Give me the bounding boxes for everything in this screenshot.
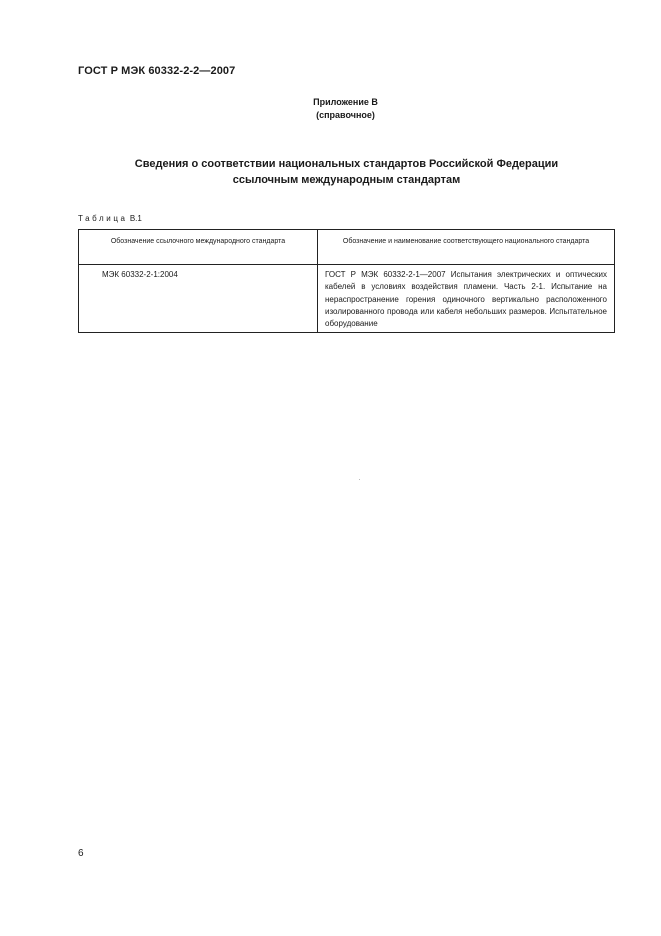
page-number: 6: [78, 848, 84, 859]
title-line-2: ссылочным международным стандартам: [232, 174, 461, 186]
scan-speck: [359, 479, 360, 480]
table-row: [79, 265, 615, 333]
document-code: ГОСТ Р МЭК 60332-2-2—2007: [78, 65, 236, 77]
table-caption: [78, 214, 142, 223]
appendix-kind: (справочное): [316, 110, 375, 120]
table-header-row: [79, 230, 615, 265]
cell-intl-standard: МЭК 60332-2-1:2004: [79, 265, 318, 333]
standards-table: [78, 229, 615, 333]
appendix-heading: [0, 96, 661, 122]
title-line-1: Сведения о соответствии национальных стандартов Российской Федерации: [134, 158, 559, 170]
header-national-standard: Обозначение и наименование соответствующего национального стандарта: [318, 230, 615, 265]
header-intl-standard: Обозначение ссылочного международного стандарта: [79, 230, 318, 265]
table-caption-number: В.1: [129, 214, 142, 223]
page-title: [78, 156, 615, 188]
appendix-label: Приложение В: [313, 97, 378, 107]
table-caption-word: Таблица: [78, 214, 128, 223]
cell-national-standard: ГОСТ Р МЭК 60332-2-1—2007 Испытания электрических и оптических кабелей в условиях воздействия пламени. Часть 2-1. Испытание на нераспространение горения одиночного вертикально расположенного изолированного провода или кабеля небольших размеров. Испытательное оборудование: [318, 265, 615, 333]
